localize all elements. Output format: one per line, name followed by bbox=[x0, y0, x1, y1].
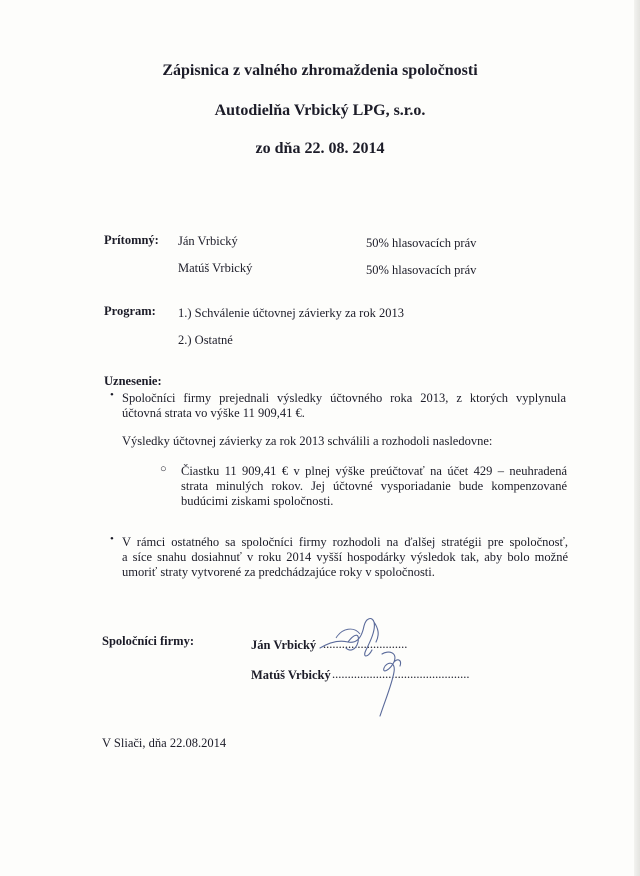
sub-line-1: Čiastku 11 909,41 € v plnej výške preúčtovať na účet 429 – neuhradená bbox=[181, 464, 567, 478]
program-item: 1.) Schválenie účtovnej závierky za rok 2013 bbox=[178, 306, 404, 320]
title-line-1: Zápisnica z valného zhromaždenia spoločnosti bbox=[162, 62, 478, 79]
signature-matus-vrbicky bbox=[368, 648, 408, 720]
present-label: Prítomný: bbox=[104, 233, 159, 247]
attendee-name: Matúš Vrbický bbox=[178, 261, 253, 275]
bullet-icon: • bbox=[110, 533, 114, 545]
resolution-1-line-2: účtovná strata vo výške 11 909,41 €. bbox=[122, 406, 305, 420]
signature-line: ........................... bbox=[323, 637, 408, 651]
attendee-share: 50% hlasovacích práv bbox=[366, 236, 477, 250]
bullet-icon: • bbox=[110, 389, 114, 401]
attendee-name: Ján Vrbický bbox=[178, 234, 238, 248]
circle-bullet-icon: ○ bbox=[160, 463, 167, 475]
resolution-2-line-1: V rámci ostatného sa spoločníci firmy rozhodoli na ďalšej stratégii pre spoločnosť, bbox=[122, 535, 568, 549]
sub-line-3: budúcimi ziskami spoločnosti. bbox=[181, 494, 334, 508]
title-line-3: zo dňa 22. 08. 2014 bbox=[255, 140, 385, 157]
resolution-1-line-1: Spoločníci firmy prejednali výsledky účtovného roka 2013, z ktorých vyplynula bbox=[122, 391, 566, 405]
partners-label: Spoločníci firmy: bbox=[102, 634, 195, 648]
resolution-2-line-2: a síce snahu dosiahnuť v roku 2014 vyšší hospodárky výsledok tak, aby bolo možné bbox=[122, 550, 568, 564]
resolution-2-line-3: umoriť straty vytvorené za predchádzajúce roky v spoločnosti. bbox=[122, 565, 435, 579]
signatory-name: Ján Vrbický bbox=[251, 638, 317, 652]
sub-line-2: strata minulých rokov. Jej účtovné vysporiadanie bude kompenzované bbox=[181, 479, 567, 493]
sub-resolution-paragraph bbox=[181, 464, 567, 509]
scan-edge bbox=[634, 0, 640, 876]
signatory-name: Matúš Vrbický bbox=[251, 668, 331, 682]
signature-line: ............................................ bbox=[332, 667, 470, 681]
title-line-2: Autodielňa Vrbický LPG, s.r.o. bbox=[214, 102, 426, 119]
resolution-label: Uznesenie: bbox=[104, 374, 162, 388]
approval-text: Výsledky účtovnej závierky za rok 2013 schválili a rozhodoli nasledovne: bbox=[122, 434, 493, 448]
program-label: Program: bbox=[104, 304, 156, 318]
resolution-paragraph-2 bbox=[122, 535, 568, 580]
resolution-paragraph-1 bbox=[122, 391, 566, 421]
place-date: V Sliači, dňa 22.08.2014 bbox=[102, 736, 227, 750]
attendee-share: 50% hlasovacích práv bbox=[366, 263, 477, 277]
program-item: 2.) Ostatné bbox=[178, 333, 233, 347]
